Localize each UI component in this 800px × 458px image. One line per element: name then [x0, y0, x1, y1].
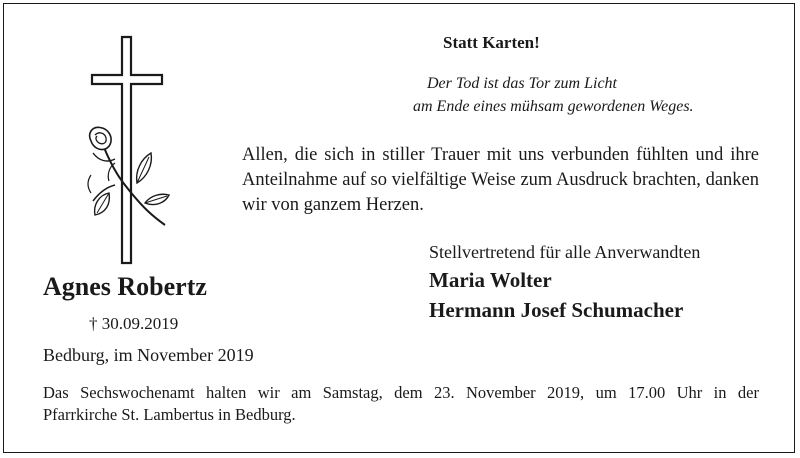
- thanks-paragraph: Allen, die sich in stiller Trauer mit uns verbunden fühlten und ihre Anteilnahme auf so vielfältige Weise zum Ausdruck brachten, danken wir von ganzem Herzen.: [242, 145, 759, 215]
- mass-notice: [43, 382, 759, 426]
- mass-notice-line-1: Das Sechswochenamt halten wir am Samstag, dem 23. November 2019, um 17.00 Uhr in der: [43, 383, 759, 402]
- place-date: Bedburg, im November 2019: [43, 345, 254, 365]
- deceased-name: Agnes Robertz: [43, 272, 207, 301]
- mass-notice-line-2: Pfarrkirche St. Lambertus in Bedburg.: [43, 405, 296, 424]
- quote-line-1: Der Tod ist das Tor zum Licht: [427, 75, 617, 92]
- signer-name: Hermann Josef Schumacher: [429, 298, 684, 322]
- signoff-line: Stellvertretend für alle Anverwandten: [429, 242, 701, 262]
- signer-name: Maria Wolter: [429, 268, 552, 292]
- quote-line-2: am Ende eines mühsam gewordenen Weges.: [413, 98, 694, 115]
- cross-with-rose-icon: [85, 35, 175, 265]
- notice-heading: Statt Karten!: [443, 33, 540, 52]
- death-date: † 30.09.2019: [89, 314, 179, 333]
